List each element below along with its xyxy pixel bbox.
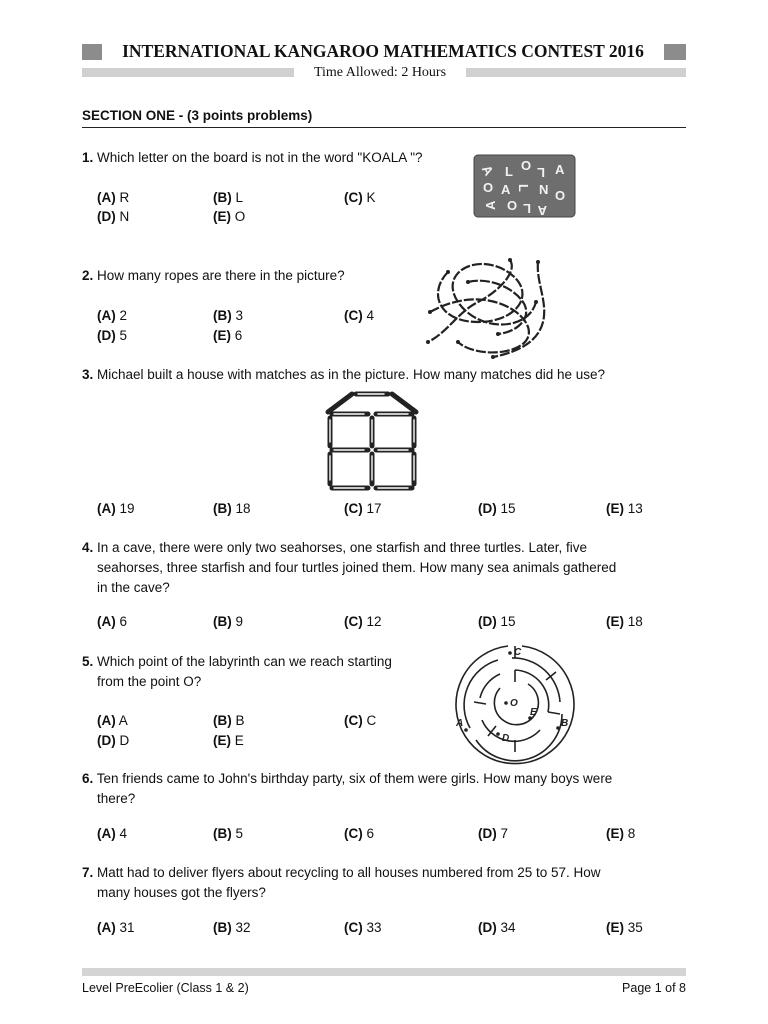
option: (D) N bbox=[97, 209, 130, 224]
option: (E) 35 bbox=[606, 920, 643, 935]
question-6 bbox=[82, 769, 686, 809]
section-divider bbox=[82, 127, 686, 128]
option: (B) 18 bbox=[213, 501, 251, 516]
option: (C) 6 bbox=[344, 826, 375, 841]
question-number: 1. bbox=[82, 150, 94, 165]
question-2 bbox=[82, 266, 345, 286]
question-7 bbox=[82, 863, 686, 903]
option: (A) 4 bbox=[97, 826, 128, 841]
labyrinth-figure bbox=[452, 642, 578, 768]
option: (A) A bbox=[97, 713, 128, 728]
question-text: Which letter on the board is not in the word "KOALA "? bbox=[97, 150, 423, 165]
question-text: Ten friends came to John's birthday party, six of them were girls. How many boys were bbox=[96, 771, 613, 786]
option: (C) 33 bbox=[344, 920, 382, 935]
option: (E) 13 bbox=[606, 501, 643, 516]
labyrinth-point-label: A bbox=[456, 718, 464, 729]
question-number: 3. bbox=[82, 367, 94, 382]
question-text: from the point O? bbox=[97, 674, 202, 689]
question-number: 5. bbox=[82, 654, 94, 669]
question-number: 4. bbox=[82, 540, 94, 555]
board-letter: N bbox=[539, 182, 549, 197]
board-letter: A bbox=[478, 162, 497, 179]
option: (A) 6 bbox=[97, 614, 128, 629]
option: (B) 32 bbox=[213, 920, 251, 935]
board-letter: A bbox=[537, 203, 547, 218]
option: (B) 9 bbox=[213, 614, 244, 629]
board-letter: O bbox=[507, 198, 518, 213]
contest-title: INTERNATIONAL KANGAROO MATHEMATICS CONTEST 2016 bbox=[122, 41, 644, 61]
question-text: in the cave? bbox=[97, 580, 170, 595]
footer-level: Level PreEcolier (Class 1 & 2) bbox=[82, 981, 249, 995]
board-letter: A bbox=[501, 182, 511, 197]
option: (C) K bbox=[344, 190, 376, 205]
option: (C) C bbox=[344, 713, 377, 728]
option: (A) 2 bbox=[97, 308, 128, 323]
labyrinth-point-label: C bbox=[514, 647, 522, 658]
question-text: Michael built a house with matches as in the picture. How many matches did he use? bbox=[97, 367, 606, 382]
match-house-figure bbox=[320, 388, 424, 496]
option: (B) B bbox=[213, 713, 245, 728]
option: (B) 5 bbox=[213, 826, 244, 841]
option: (E) E bbox=[213, 733, 244, 748]
question-text: there? bbox=[97, 791, 136, 806]
question-3 bbox=[82, 365, 605, 385]
board-letter: O bbox=[483, 180, 494, 195]
question-1 bbox=[82, 148, 423, 168]
option: (A) R bbox=[97, 190, 130, 205]
option: (E) O bbox=[213, 209, 246, 224]
question-text: How many ropes are there in the picture? bbox=[97, 268, 345, 283]
board-letter: L bbox=[505, 164, 513, 179]
board-letter: L bbox=[516, 184, 531, 192]
subheader-bar-left bbox=[82, 68, 294, 77]
time-allowed: Time Allowed: 2 Hours bbox=[313, 65, 447, 80]
option: (D) 15 bbox=[478, 501, 516, 516]
koala-letter-board-figure bbox=[473, 154, 576, 218]
option: (D) 15 bbox=[478, 614, 516, 629]
question-5 bbox=[82, 652, 392, 692]
labyrinth-point-label: O bbox=[510, 698, 518, 709]
option: (E) 18 bbox=[606, 614, 643, 629]
option: (A) 19 bbox=[97, 501, 135, 516]
tangled-ropes-figure bbox=[418, 252, 558, 364]
option: (D) 5 bbox=[97, 328, 128, 343]
option: (A) 31 bbox=[97, 920, 135, 935]
question-text: Matt had to deliver flyers about recycling to all houses numbered from 25 to 57. How bbox=[97, 865, 601, 880]
board-letter: A bbox=[555, 162, 565, 177]
question-text: seahorses, three starfish and four turtles joined them. How many sea animals gathered bbox=[97, 560, 617, 575]
option: (E) 6 bbox=[213, 328, 243, 343]
section-title: SECTION ONE - (3 points problems) bbox=[82, 108, 313, 123]
board-letter: O bbox=[555, 188, 566, 203]
labyrinth-point-label: D bbox=[502, 733, 510, 744]
option: (C) 17 bbox=[344, 501, 382, 516]
board-letter: A bbox=[483, 200, 498, 210]
subheader-bar-right bbox=[466, 68, 686, 77]
option: (C) 12 bbox=[344, 614, 382, 629]
board-letter: L bbox=[537, 165, 545, 180]
question-number: 2. bbox=[82, 268, 94, 283]
footer-page-number: Page 1 of 8 bbox=[622, 981, 686, 995]
option: (E) 8 bbox=[606, 826, 636, 841]
option: (B) 3 bbox=[213, 308, 244, 323]
option: (D) 7 bbox=[478, 826, 509, 841]
question-text: Which point of the labyrinth can we reach starting bbox=[97, 654, 392, 669]
question-number: 7. bbox=[82, 865, 94, 880]
header-bar-right bbox=[664, 44, 686, 60]
question-number: 6. bbox=[82, 771, 94, 786]
question-text: many houses got the flyers? bbox=[97, 885, 266, 900]
footer-bar bbox=[82, 968, 686, 976]
option: (C) 4 bbox=[344, 308, 375, 323]
labyrinth-point-label: E bbox=[530, 707, 537, 718]
option: (D) D bbox=[97, 733, 130, 748]
option: (D) 34 bbox=[478, 920, 516, 935]
board-letter: O bbox=[521, 158, 532, 173]
board-letter: L bbox=[523, 201, 531, 216]
question-4 bbox=[82, 538, 686, 598]
question-text: In a cave, there were only two seahorses, one starfish and three turtles. Later, five bbox=[97, 540, 588, 555]
header-bar-left bbox=[82, 44, 102, 60]
labyrinth-point-label: B bbox=[561, 718, 569, 729]
option: (B) L bbox=[213, 190, 244, 205]
